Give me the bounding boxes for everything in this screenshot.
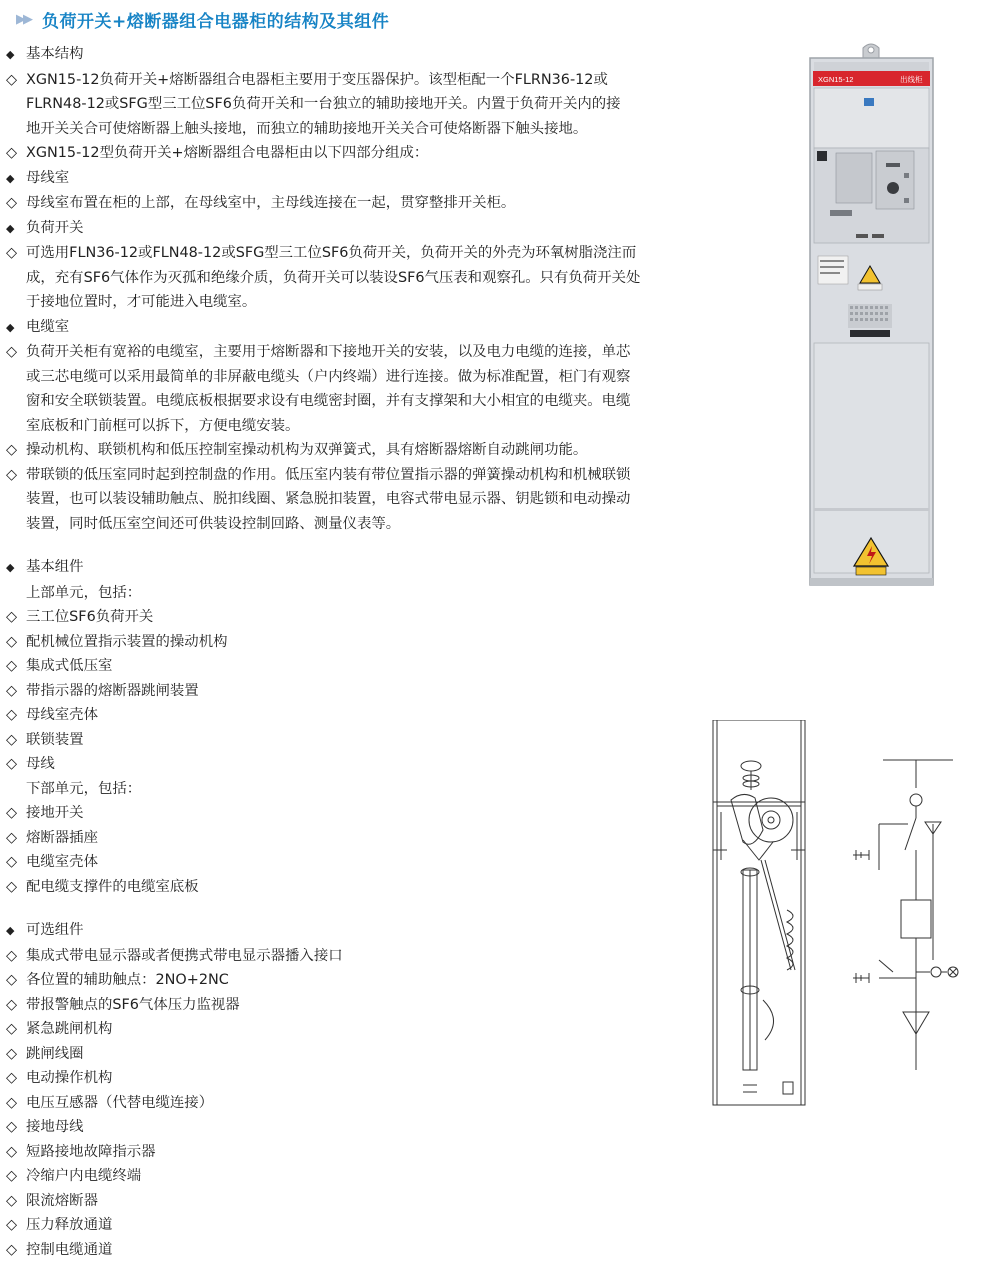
- text-line-content: 跳闸线圈: [26, 1045, 84, 1062]
- indicator-lamp-icon: [931, 967, 941, 977]
- text-line-content: 母线室壳体: [26, 707, 98, 723]
- text-line: [6, 1066, 736, 1091]
- cabinet-photo: [808, 38, 935, 589]
- text-line: [6, 92, 736, 117]
- hollow-diamond-bullet-icon: ◇: [6, 466, 18, 483]
- hollow-diamond-bullet-icon: ◇: [6, 829, 18, 846]
- page-title: 负荷开关+熔断器组合电器柜的结构及其组件: [42, 11, 390, 32]
- hollow-diamond-bullet-icon: ◇: [6, 756, 18, 772]
- hollow-diamond-bullet-icon: ◇: [6, 633, 18, 650]
- text-line: [6, 117, 736, 142]
- text-line-content: 紧急跳闸机构: [26, 1021, 113, 1037]
- text-line: [6, 826, 736, 851]
- section-heading-text: 可选组件: [26, 922, 84, 938]
- text-line-content: 压力释放通道: [26, 1217, 113, 1233]
- cabinet-panel-label: 出线柜: [900, 75, 923, 84]
- text-line-content: 短路接地故障指示器: [26, 1143, 156, 1160]
- hollow-diamond-bullet-icon: ◇: [6, 972, 18, 988]
- operating-handle-icon: [887, 182, 899, 194]
- text-line: [6, 679, 736, 704]
- text-line-content: 操动机构、联锁机构和低压控制室操动机构为双弹簧式，具有熔断器熔断自动跳闸功能。: [26, 442, 588, 458]
- text-line: [6, 463, 736, 488]
- text-line-content: 母线室布置在柜的上部，在母线室中，主母线连接在一起，贯穿整排开关柜。: [26, 195, 516, 211]
- hollow-diamond-bullet-icon: ◇: [6, 1070, 18, 1086]
- text-line: [6, 414, 736, 439]
- diamond-bullet-icon: ◆: [6, 48, 15, 61]
- cabinet-section-diagram: [703, 720, 983, 1110]
- ventilation-grille: [848, 304, 892, 328]
- text-line: [6, 1189, 736, 1214]
- section-heading: [6, 216, 736, 242]
- hollow-diamond-bullet-icon: ◇: [6, 245, 18, 261]
- hollow-diamond-bullet-icon: ◇: [6, 1119, 18, 1135]
- diamond-bullet-icon: ◆: [6, 171, 15, 185]
- section-gap: [6, 899, 736, 918]
- diamond-bullet-icon: ◆: [6, 221, 15, 235]
- text-line-content: 装置，同时低压室空间还可供装设控制回路、测量仪表等。: [26, 515, 401, 532]
- text-line-content: FLRN48-12或SFG型三工位SF6负荷开关和一台独立的辅助接地开关。内置于负荷开关内的接: [26, 96, 621, 112]
- text-line: [6, 68, 736, 93]
- text-line-content: 联锁装置: [26, 731, 84, 748]
- single-line-diagram: [853, 760, 958, 1070]
- text-line: [6, 581, 736, 606]
- cabinet-model-label: XGN15-12: [818, 75, 854, 84]
- text-line: [6, 968, 736, 993]
- text-line: [6, 365, 736, 390]
- text-line: [6, 1091, 736, 1116]
- text-line: [6, 1042, 736, 1067]
- text-line-content: 母线: [26, 756, 55, 772]
- text-line: [6, 728, 736, 753]
- text-line-content: 下部单元，包括：: [26, 780, 142, 797]
- text-line-content: XGN15-12型负荷开关+熔断器组合电器柜由以下四部分组成：: [26, 145, 429, 161]
- document-body: [6, 42, 736, 1262]
- text-line: [6, 1164, 736, 1189]
- diamond-bullet-icon: ◆: [6, 320, 15, 334]
- section-heading: [6, 166, 736, 192]
- text-line: [6, 438, 736, 463]
- hollow-diamond-bullet-icon: ◇: [6, 71, 18, 88]
- indicator-light: [864, 98, 874, 106]
- text-line: [6, 1213, 736, 1238]
- text-line-content: 带报警触点的SF6气体压力监视器: [26, 996, 240, 1013]
- text-line-content: 接地开关: [26, 805, 84, 821]
- hollow-diamond-bullet-icon: ◇: [6, 344, 18, 360]
- hollow-diamond-bullet-icon: ◇: [6, 1217, 18, 1233]
- text-line-content: 接地母线: [26, 1119, 84, 1135]
- text-line-content: 配机械位置指示装置的操动机构: [26, 633, 228, 650]
- text-line-content: 电压互感器（代替电缆连接）: [26, 1094, 214, 1111]
- text-line-content: 或三芯电缆可以采用最简单的非屏蔽电缆头（户内终端）进行连接。做为标准配置，柜门有观察: [26, 368, 631, 385]
- section-heading: [6, 42, 736, 68]
- section-heading: [6, 918, 736, 944]
- diamond-bullet-icon: ◆: [6, 561, 15, 574]
- hollow-diamond-bullet-icon: ◇: [6, 1168, 18, 1184]
- hollow-diamond-bullet-icon: ◇: [6, 878, 18, 895]
- text-line: [6, 630, 736, 655]
- text-line: [6, 654, 736, 679]
- text-line: [6, 512, 736, 537]
- hollow-diamond-bullet-icon: ◇: [6, 996, 18, 1013]
- text-line: [6, 801, 736, 826]
- text-line-content: 配电缆支撑件的电缆室底板: [26, 878, 199, 895]
- text-line-content: 于接地位置时，才可能进入电缆室。: [26, 294, 257, 310]
- text-line-content: 地开关关合可使熔断器上触头接地，而独立的辅助接地开关关合可使烙断器下触头接地。: [26, 120, 588, 137]
- hollow-diamond-bullet-icon: ◇: [6, 731, 18, 748]
- text-line-content: 电缆室壳体: [26, 854, 98, 870]
- hollow-diamond-bullet-icon: ◇: [6, 1021, 18, 1037]
- text-line: [6, 266, 736, 291]
- text-line-content: 熔断器插座: [26, 829, 98, 846]
- text-line: [6, 1115, 736, 1140]
- hollow-diamond-bullet-icon: ◇: [6, 1241, 18, 1258]
- text-line: [6, 605, 736, 630]
- hollow-diamond-bullet-icon: ◇: [6, 1094, 18, 1111]
- hollow-diamond-bullet-icon: ◇: [6, 1045, 18, 1062]
- text-line-content: 带指示器的熔断器跳闸装置: [26, 682, 199, 699]
- text-line-content: 电动操作机构: [26, 1070, 113, 1086]
- hollow-diamond-bullet-icon: ◇: [6, 947, 18, 964]
- text-line: [6, 944, 736, 969]
- text-line-content: 控制电缆通道: [26, 1241, 113, 1258]
- text-line-content: 负荷开关柜有宽裕的电缆室，主要用于熔断器和下接地开关的安装，以及电力电缆的连接，单芯: [26, 344, 631, 360]
- text-line: [6, 290, 736, 315]
- section-heading: [6, 555, 736, 581]
- text-line-content: 可选用FLN36-12或FLN48-12或SFG型三工位SF6负荷开关，负荷开关的外壳为环氧树脂浇注而: [26, 245, 637, 261]
- hollow-diamond-bullet-icon: ◇: [6, 195, 18, 211]
- section-heading-text: 基本组件: [26, 559, 84, 575]
- text-line: [6, 1017, 736, 1042]
- text-line: [6, 191, 736, 216]
- text-line-content: 成，充有SF6气体作为灭孤和绝缘介质，负荷开关可以装设SF6气压表和观察孔。只有负荷开关处: [26, 269, 641, 286]
- text-line: [6, 875, 736, 900]
- text-line: [6, 993, 736, 1018]
- text-line-content: 集成式低压室: [26, 658, 113, 674]
- diamond-bullet-icon: ◆: [6, 924, 15, 937]
- text-line: [6, 487, 736, 512]
- text-line-content: 三工位SF6负荷开关: [26, 609, 154, 625]
- hollow-diamond-bullet-icon: ◇: [6, 1143, 18, 1160]
- text-line-content: 限流熔断器: [26, 1192, 98, 1209]
- page-title-bar: [16, 6, 389, 32]
- text-line-content: 装置，也可以装设辅助触点、脱扣线圈、紧急脱扣装置，电容式带电显示器、钥匙锁和电动操动: [26, 491, 631, 507]
- text-line-content: 冷缩户内电缆终端: [26, 1168, 142, 1184]
- text-line-content: 带联锁的低压室同时起到控制盘的作用。低压室内装有带位置指示器的弹簧操动机构和机械联锁: [26, 466, 631, 483]
- text-line: [6, 340, 736, 365]
- section-heading-text: 电缆室: [26, 318, 70, 335]
- text-line-content: 上部单元，包括：: [26, 584, 142, 601]
- text-line-content: 集成式带电显示器或者便携式带电显示器播入接口: [26, 947, 343, 964]
- section-heading-text: 母线室: [26, 169, 70, 186]
- cabinet-cross-section: [713, 720, 805, 1105]
- hollow-diamond-bullet-icon: ◇: [6, 682, 18, 699]
- text-line: [6, 703, 736, 728]
- text-line: [6, 141, 736, 166]
- hollow-diamond-bullet-icon: ◇: [6, 609, 18, 625]
- text-line-content: 窗和安全联锁装置。电缆底板根据要求设有电缆密封圈，并有支撑架和大小相宜的电缆夹。电缆: [26, 393, 631, 409]
- text-line: [6, 752, 736, 777]
- text-line: [6, 777, 736, 802]
- hollow-diamond-bullet-icon: ◇: [6, 707, 18, 723]
- section-heading-text: 负荷开关: [26, 219, 84, 236]
- hollow-diamond-bullet-icon: ◇: [6, 1192, 18, 1209]
- hollow-diamond-bullet-icon: ◇: [6, 145, 18, 161]
- text-line-content: 室底板和门前框可以拆下，方便电缆安装。: [26, 417, 300, 434]
- hollow-diamond-bullet-icon: ◇: [6, 854, 18, 870]
- hollow-diamond-bullet-icon: ◇: [6, 658, 18, 674]
- text-line: [6, 850, 736, 875]
- hollow-diamond-bullet-icon: ◇: [6, 805, 18, 821]
- text-line: [6, 1140, 736, 1165]
- text-line-content: 各位置的辅助触点：2NO+2NC: [26, 972, 229, 988]
- section-heading-text: 基本结构: [26, 46, 84, 62]
- double-arrow-icon: ▶▶: [16, 11, 30, 27]
- text-line: [6, 1238, 736, 1263]
- text-line-content: XGN15-12负荷开关+熔断器组合电器柜主要用于变压器保护。该型柜配一个FLRN36-12或: [26, 71, 608, 88]
- hollow-diamond-bullet-icon: ◇: [6, 442, 18, 458]
- section-gap: [6, 536, 736, 555]
- observation-window: [850, 330, 890, 337]
- text-line: [6, 241, 736, 266]
- section-heading: [6, 315, 736, 341]
- text-line: [6, 389, 736, 414]
